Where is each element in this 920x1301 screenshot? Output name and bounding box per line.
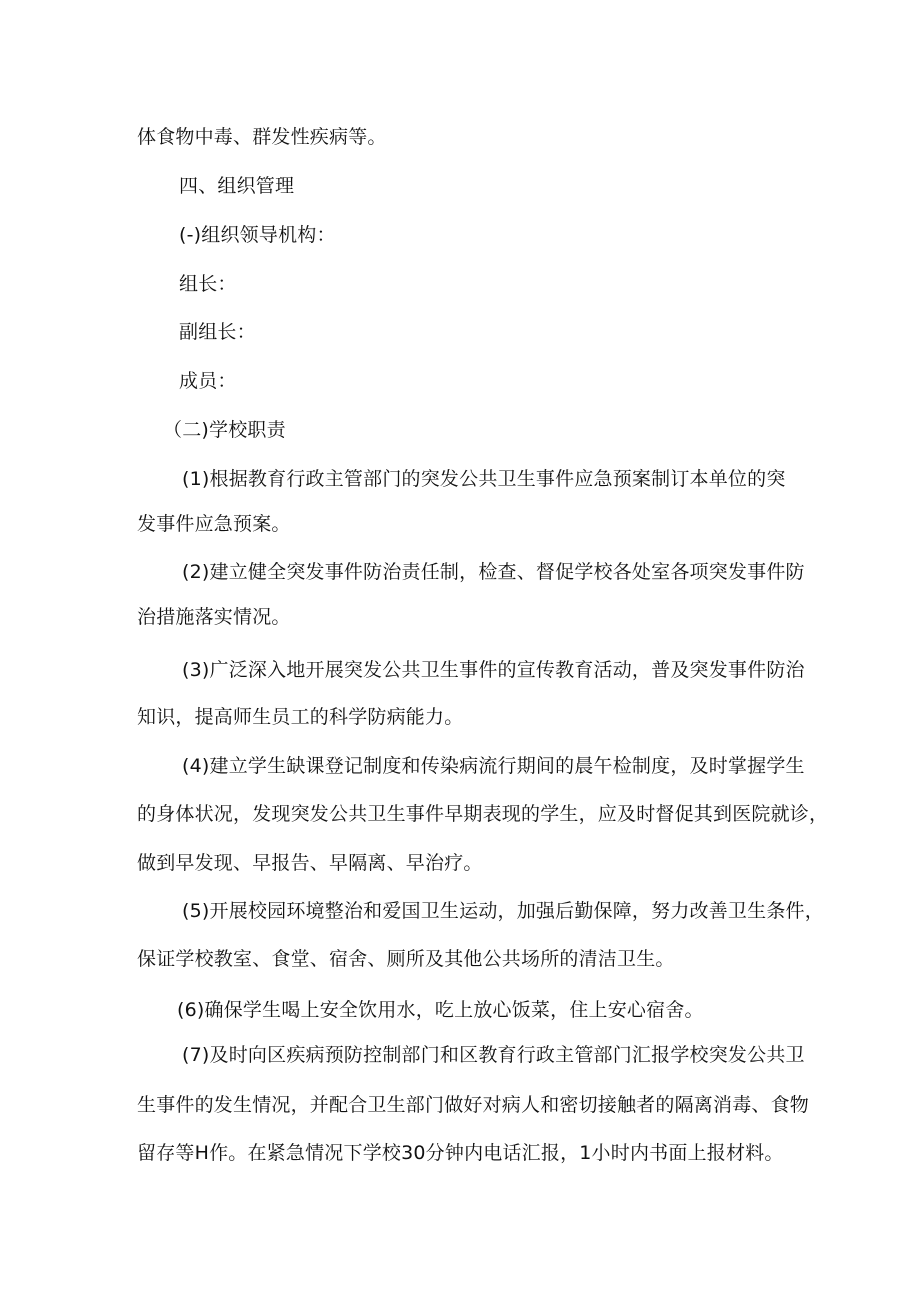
text-line: (5)开展校园环境整治和爱国卫生运动，加强后勤保障，努力改善卫生条件，	[182, 900, 824, 922]
text-line: 保证学校教室、食堂、宿舍、厕所及其他公共场所的清洁卫生。	[137, 948, 675, 970]
text-line: (4)建立学生缺课登记制度和传染病流行期间的晨午检制度，及时掌握学生	[182, 755, 805, 777]
text-line: 做到早发现、早报告、早隔离、早治疗。	[137, 852, 483, 874]
text-line: (6)确保学生喝上安全饮用水，吃上放心饭菜，住上安心宿舍。	[177, 999, 704, 1021]
subsection-heading: (-)组织领导机构：	[179, 224, 336, 246]
text-line: 生事件的发生情况，并配合卫生部门做好对病人和密切接触者的隔离消毒、食物	[137, 1094, 810, 1116]
text-line: 留存等H作。在紧急情况下学校30分钟内电话汇报，1小时内书面上报材料。	[137, 1142, 784, 1164]
text-line: (1)根据教育行政主管部门的突发公共卫生事件应急预案制订本单位的突	[182, 468, 786, 490]
section-heading: 四、组织管理	[179, 175, 295, 197]
text-line: (3)广泛深入地开展突发公共卫生事件的宣传教育活动，普及突发事件防治	[182, 659, 805, 681]
text-line: 的身体状况，发现突发公共卫生事件早期表现的学生，应及时督促其到医院就诊，	[137, 803, 829, 825]
text-line: 体食物中毒、群发性疾病等。	[137, 126, 387, 148]
text-line: 组长：	[179, 273, 237, 295]
text-line: (7)及时向区疾病预防控制部门和区教育行政主管部门汇报学校突发公共卫	[182, 1044, 805, 1066]
subsection-heading: （二)学校职责	[163, 419, 286, 441]
text-line: 副组长：	[179, 321, 256, 343]
text-line: (2)建立健全突发事件防治责任制，检查、督促学校各处室各项突发事件防	[182, 561, 805, 583]
text-line: 知识，提高师生员工的科学防病能力。	[137, 706, 464, 728]
text-line: 治措施落实情况。	[137, 606, 291, 628]
text-line: 发事件应急预案。	[137, 513, 291, 535]
text-line: 成员：	[179, 370, 237, 392]
